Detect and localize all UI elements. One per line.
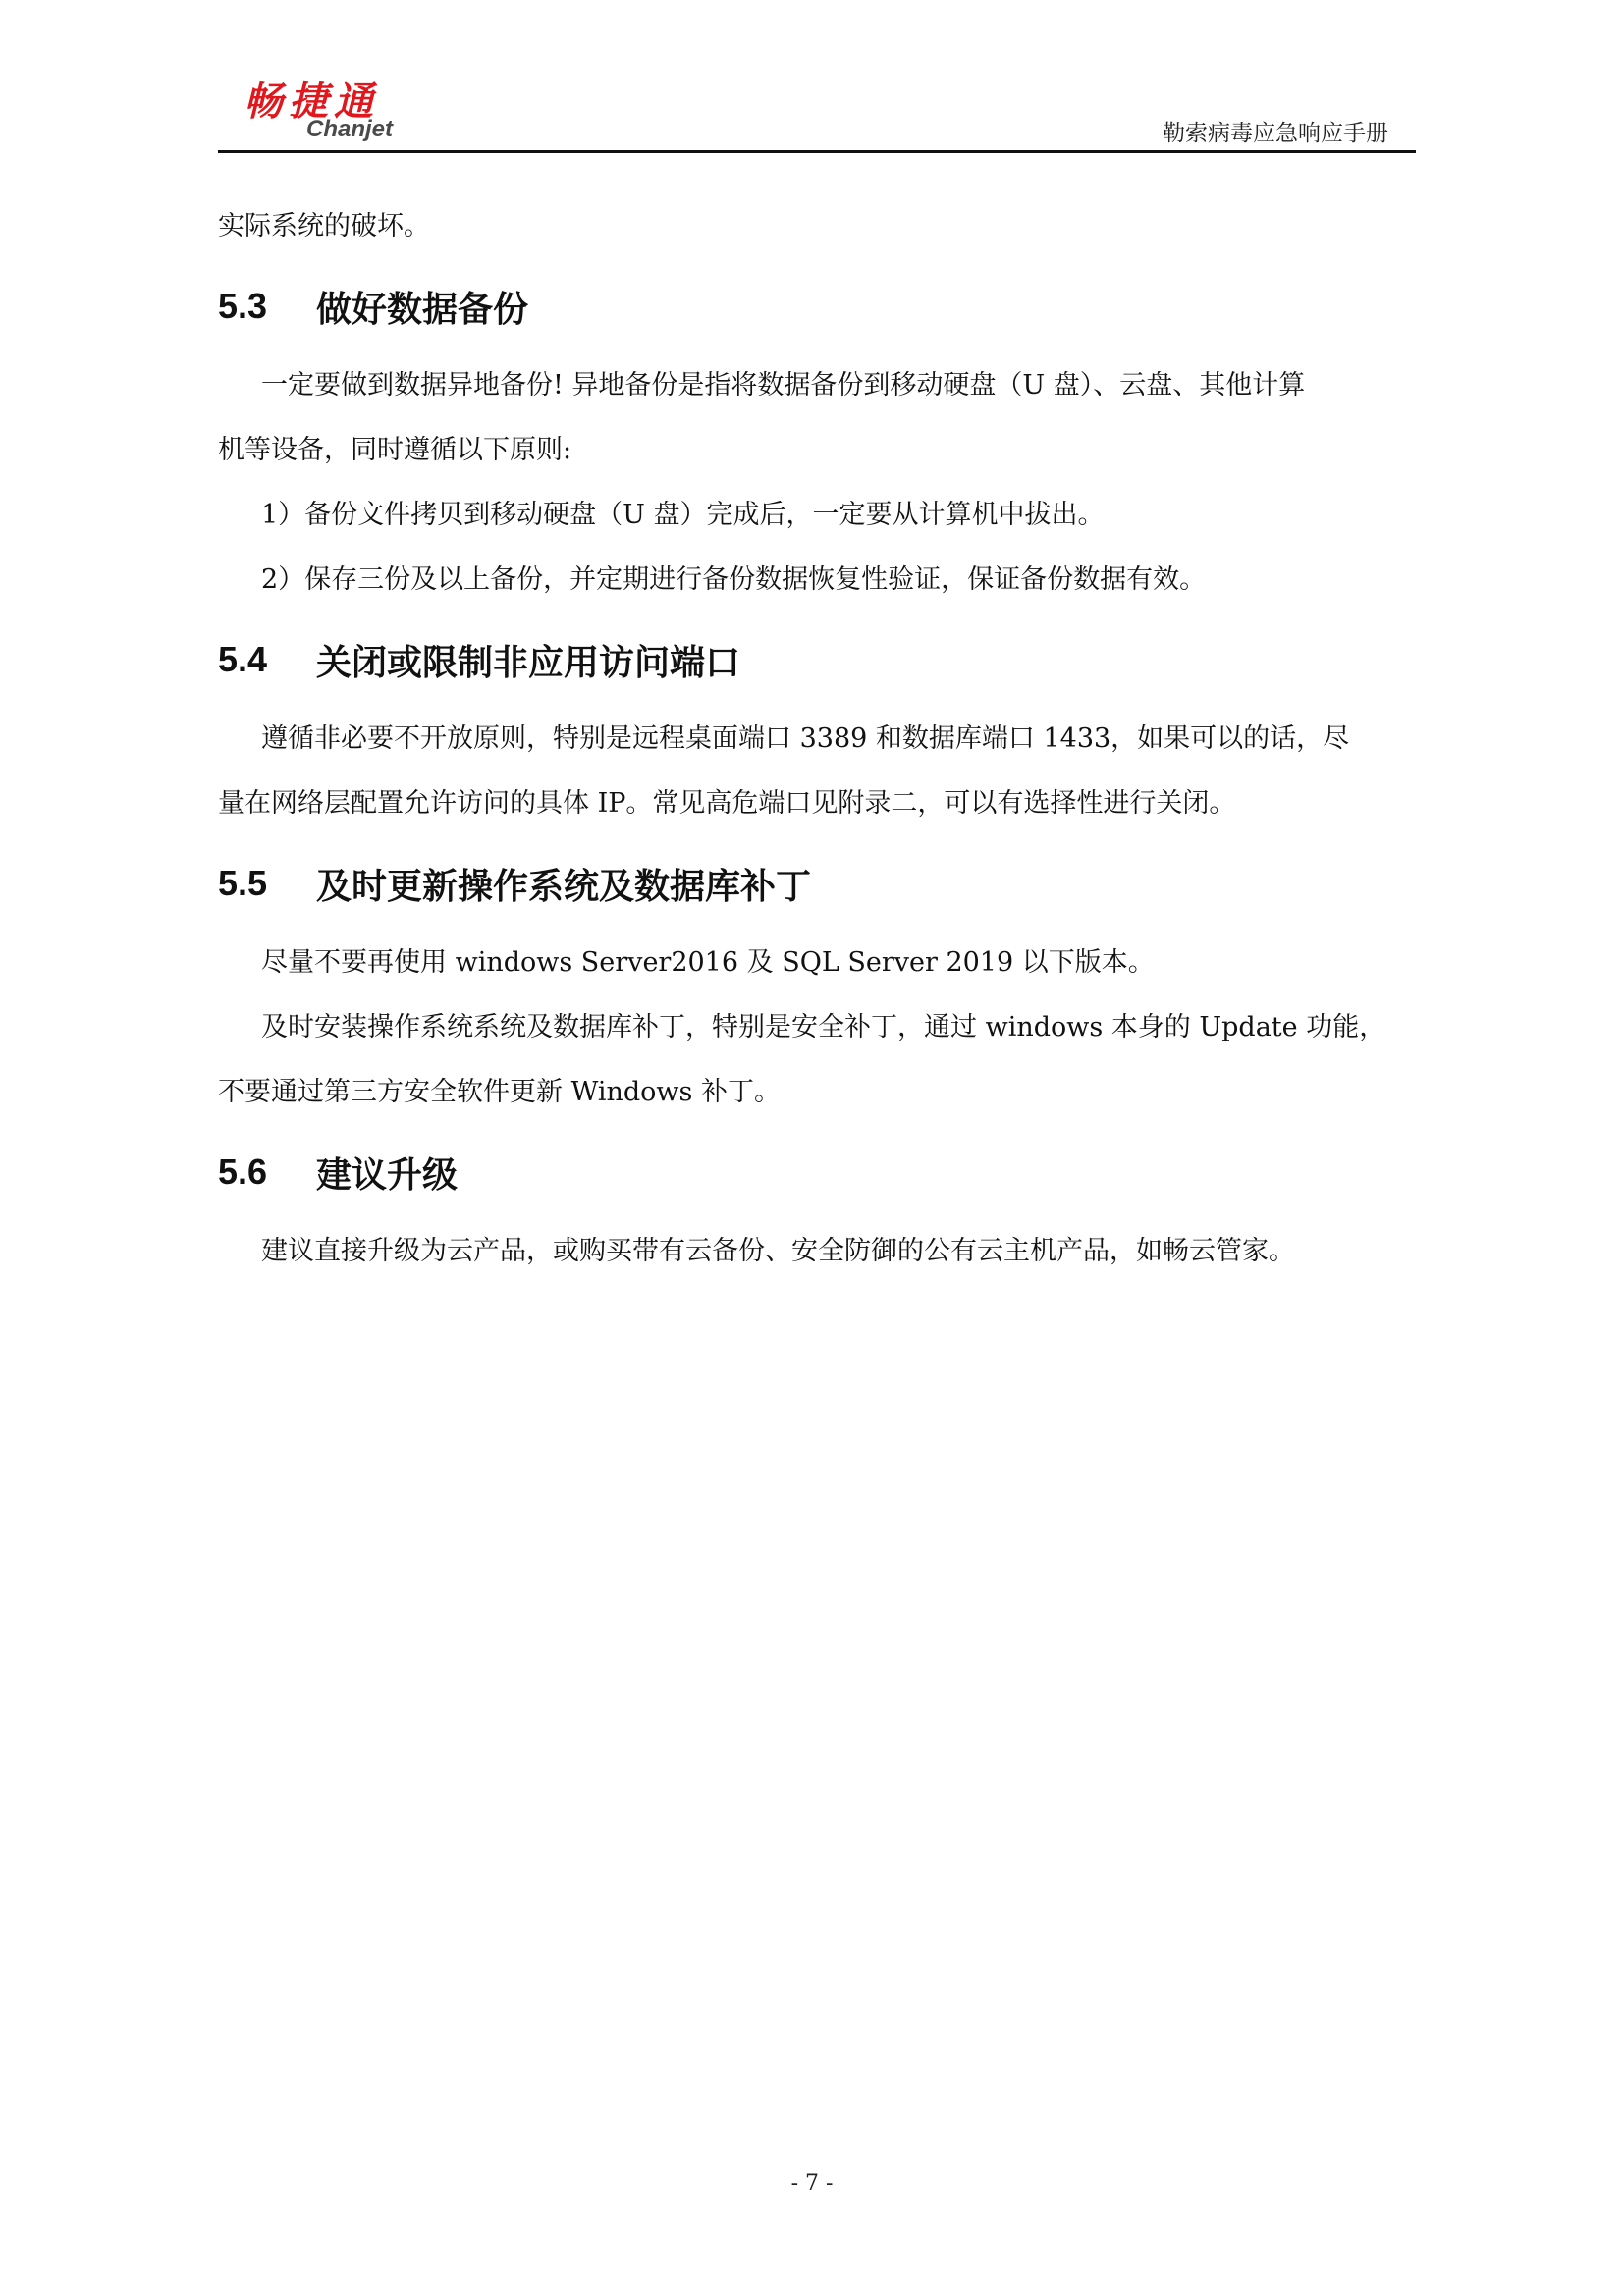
page-number: - 7 -: [790, 2171, 834, 2196]
paragraph-line: 遵循非必要不开放原则，特别是远程桌面端口 3389 和数据库端口 1433，如果可以的话，尽: [261, 723, 1350, 754]
section-heading: [218, 1125, 1416, 1219]
paragraph-line: 建议直接升级为云产品，或购买带有云备份、安全防御的公有云主机产品，如畅云管家。: [261, 1236, 1295, 1266]
section-heading: [218, 613, 1416, 707]
section-title: 做好数据备份: [316, 289, 529, 330]
page-header: [218, 69, 1416, 153]
section-title: 及时更新操作系统及数据库补丁: [316, 866, 812, 907]
section-5-5: [218, 836, 1416, 1125]
logo-chinese-text: 畅捷通: [244, 80, 379, 125]
section-number: 5.4: [218, 639, 268, 679]
chanjet-logo: [244, 69, 440, 147]
section-5-3: [218, 259, 1416, 613]
paragraph-line: 量在网络层配置允许访问的具体 IP。常见高危端口见附录二，可以有选择性进行关闭。: [218, 788, 1236, 819]
list-item: 1）备份文件拷贝到移动硬盘（U 盘）完成后，一定要从计算机中拔出。: [261, 500, 1105, 530]
section-heading: [218, 836, 1416, 931]
section-title: 建议升级: [316, 1154, 459, 1196]
document-title: 勒索病毒应急响应手册: [1163, 121, 1388, 146]
paragraph-line: 尽量不要再使用 windows Server2016 及 SQL Server 2019 以下版本。: [261, 947, 1155, 978]
header-divider: [218, 150, 1416, 153]
page-body: [218, 194, 1416, 1284]
section-5-4: [218, 613, 1416, 836]
section-number: 5.5: [218, 863, 268, 903]
paragraph-line: 一定要做到数据异地备份! 异地备份是指将数据备份到移动硬盘（U 盘）、云盘、其他计算: [261, 370, 1306, 400]
section-title: 关闭或限制非应用访问端口: [316, 642, 741, 683]
paragraph-line: 及时安装操作系统系统及数据库补丁，特别是安全补丁，通过 windows 本身的 Update 功能，: [261, 1012, 1386, 1042]
intro-paragraph: 实际系统的破坏。: [218, 211, 430, 241]
list-item: 2）保存三份及以上备份，并定期进行备份数据恢复性验证，保证备份数据有效。: [261, 564, 1207, 595]
section-5-6: [218, 1125, 1416, 1284]
paragraph-line: 不要通过第三方安全软件更新 Windows 补丁。: [218, 1077, 781, 1107]
logo-english-text: Chanjet: [306, 116, 394, 142]
section-heading: [218, 259, 1416, 353]
section-number: 5.6: [218, 1151, 268, 1192]
section-number: 5.3: [218, 286, 268, 326]
paragraph-line: 机等设备，同时遵循以下原则:: [218, 435, 572, 465]
